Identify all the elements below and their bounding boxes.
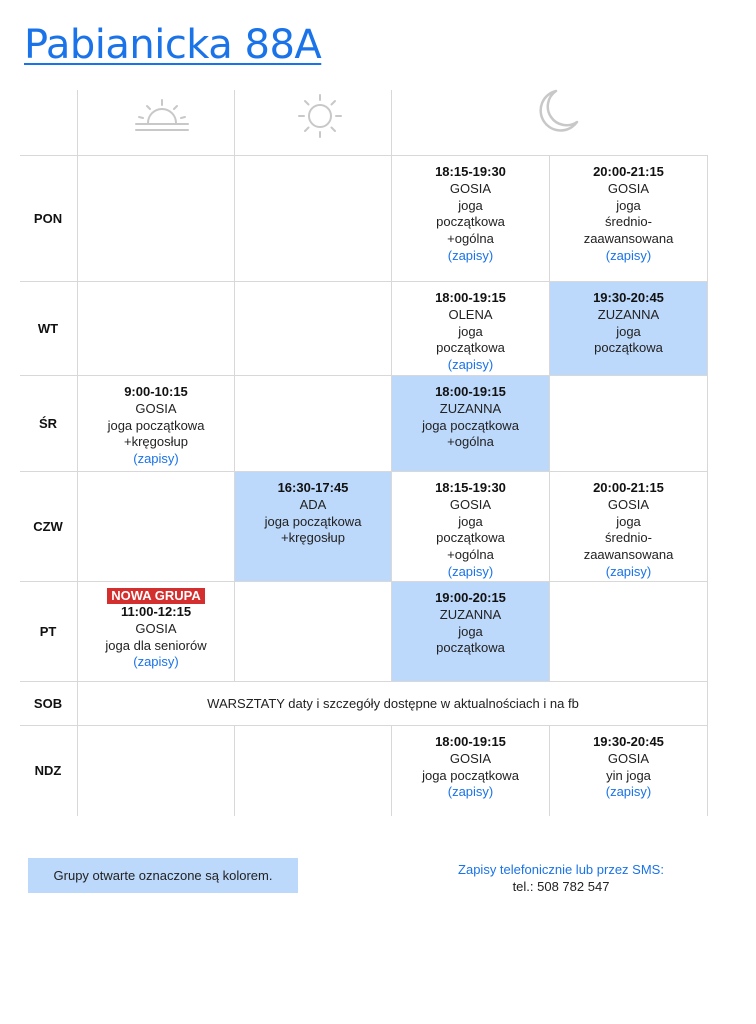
class-text: +ogólna [447, 547, 494, 563]
class-text: joga [458, 513, 483, 529]
class-text: GOSIA [607, 750, 650, 766]
day-label-czw: CZW [33, 518, 63, 534]
class-cell [78, 376, 234, 471]
class-text: joga początkowa [107, 417, 205, 433]
day-label-wt: WT [37, 320, 59, 336]
class-text: +kręgosłup [124, 434, 188, 450]
class-text: zaawansowana [583, 231, 674, 247]
class-text: GOSIA [607, 496, 650, 512]
class-cell-open [550, 282, 707, 375]
class-text: GOSIA [449, 180, 492, 196]
saturday-workshops-note: WARSZTATY daty i szczegóły dostępne w aktualnościach i na fb [207, 695, 579, 711]
day-label-pon: PON [33, 210, 63, 226]
class-cell-open [392, 376, 549, 471]
signup-link[interactable]: (zapisy) [133, 451, 179, 467]
signup-link[interactable]: (zapisy) [447, 563, 494, 579]
class-cell [550, 472, 707, 581]
class-cell [78, 582, 234, 681]
class-time: 19:30-20:45 [593, 734, 664, 749]
signup-link[interactable]: (zapisy) [605, 563, 652, 579]
signup-link[interactable]: (zapisy) [447, 784, 494, 800]
day-label-pt: PT [39, 623, 57, 639]
class-text: joga [616, 513, 641, 529]
page-title: Pabianicka 88A [24, 22, 322, 68]
day-label-ndz: NDZ [34, 763, 62, 778]
class-text: ZUZANNA [439, 606, 502, 622]
class-text: ADA [299, 496, 327, 512]
class-time: 18:15-19:30 [435, 164, 506, 179]
phone-number[interactable]: tel.: 508 782 547 [512, 878, 610, 894]
class-text: początkowa [436, 214, 505, 230]
class-time: 20:00-21:15 [593, 480, 664, 495]
class-cell [392, 282, 549, 375]
class-time: 18:00-19:15 [435, 734, 506, 749]
class-text: +kręgosłup [281, 530, 345, 546]
class-text: GOSIA [135, 400, 177, 416]
class-time: 11:00-12:15 [120, 604, 192, 619]
day-label-sob: SOB [33, 695, 63, 711]
signup-link[interactable]: (zapisy) [605, 247, 652, 263]
class-cell [550, 156, 707, 281]
class-text: joga początkowa [422, 417, 519, 433]
class-cell [550, 726, 707, 816]
class-text: średnio- [605, 530, 652, 546]
day-label-sr: ŚR [38, 415, 58, 431]
class-text: początkowa [436, 640, 505, 656]
class-cell [392, 156, 549, 281]
signup-link[interactable]: (zapisy) [447, 247, 494, 263]
class-time: 18:00-19:15 [435, 290, 506, 305]
class-time: 9:00-10:15 [124, 384, 188, 399]
class-cell-open [392, 582, 549, 681]
class-text: średnio- [605, 214, 652, 230]
class-text: ZUZANNA [439, 400, 502, 416]
class-text: joga [458, 197, 483, 213]
new-group-badge: NOWA GRUPA [107, 588, 205, 604]
class-text: początkowa [436, 340, 505, 356]
class-text: początkowa [436, 530, 505, 546]
class-time: 18:15-19:30 [435, 480, 506, 495]
class-time: 16:30-17:45 [277, 480, 349, 495]
class-text: joga [458, 323, 483, 339]
class-text: początkowa [594, 340, 663, 356]
class-text: GOSIA [607, 180, 650, 196]
class-text: joga początkowa [422, 767, 519, 783]
class-cell-open [235, 472, 391, 581]
class-text: joga [616, 323, 641, 339]
class-text: joga dla seniorów [105, 637, 207, 653]
signup-link[interactable]: (zapisy) [447, 357, 494, 373]
class-text: zaawansowana [583, 547, 674, 563]
class-cell [392, 472, 549, 581]
contact-info [430, 862, 692, 896]
legend-open-groups: Grupy otwarte oznaczone są kolorem. [28, 858, 298, 893]
class-text: ZUZANNA [597, 306, 660, 322]
class-cell [392, 726, 549, 816]
class-text: GOSIA [135, 620, 177, 636]
class-text: joga [458, 623, 483, 639]
signup-link[interactable]: (zapisy) [605, 784, 652, 800]
class-text: OLENA [448, 306, 493, 322]
class-text: joga [616, 197, 641, 213]
sunrise-icon [134, 97, 190, 140]
contact-line: Zapisy telefonicznie lub przez SMS: [458, 862, 664, 877]
class-text: GOSIA [449, 496, 492, 512]
class-time: 20:00-21:15 [593, 164, 664, 179]
class-text: yin joga [606, 767, 651, 783]
class-time: 19:00-20:15 [435, 590, 506, 605]
class-time: 19:30-20:45 [593, 290, 664, 305]
signup-link[interactable]: (zapisy) [133, 654, 179, 670]
class-text: joga początkowa [264, 513, 362, 529]
class-text: GOSIA [449, 750, 492, 766]
class-time: 18:00-19:15 [435, 384, 506, 399]
class-text: +ogólna [447, 434, 494, 450]
moon-icon [536, 88, 580, 139]
sun-icon [297, 93, 343, 144]
class-text: +ogólna [447, 231, 494, 247]
